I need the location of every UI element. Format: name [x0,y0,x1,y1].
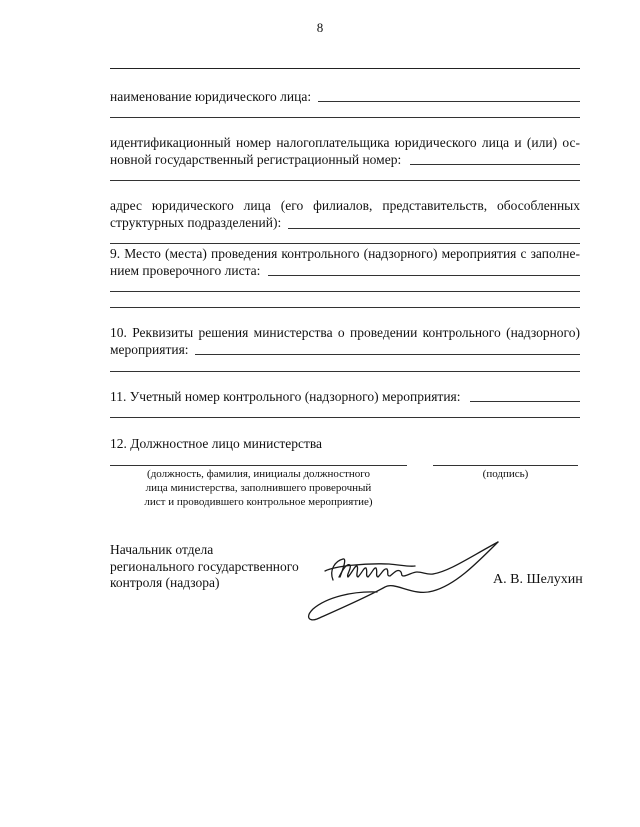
item10-field[interactable] [195,354,580,355]
item10-label-line1: 10. Реквизиты решения министерства о проведении контрольного (надзорного) [110,325,580,340]
item11-field[interactable] [470,401,580,402]
item9-field-line3[interactable] [110,307,580,308]
org-name-field[interactable] [318,101,580,102]
item9-field-line2[interactable] [110,291,580,292]
signer-title-line2: регионального государственного [110,558,299,574]
tax-id-field[interactable] [410,164,580,165]
address-field-continued[interactable] [110,243,580,244]
official-caption-line2: лица министерства, заполнившего проверочный [145,482,372,494]
item11-field-continued[interactable] [110,417,580,418]
top-rule [110,68,580,69]
address-label-line2: структурных подразделений): [110,215,282,230]
signer-title-line3: контроля (надзора) [110,575,220,590]
signer-name: А. В. Шелухин [493,572,583,587]
handwritten-signature-icon [305,535,515,625]
item9-label-line1: 9. Место (места) проведения контрольного (надзорного) мероприятия с заполне- [110,246,580,261]
official-caption-line3: лист и проводившего контрольное мероприятие) [144,496,373,508]
item10-field-continued[interactable] [110,371,580,372]
official-caption [110,467,407,509]
tax-id-label-line1: идентификационный номер налогоплательщика юридического лица и (или) ос- [110,135,580,150]
item12-label: 12. Должностное лицо министерства [110,436,323,451]
signer-title [110,542,299,592]
official-field[interactable] [110,465,407,466]
signer-title-line1: Начальник отдела [110,542,214,557]
address-field[interactable] [288,228,580,229]
item11-label: 11. Учетный номер контрольного (надзорного) мероприятия: [110,389,461,404]
org-name-field-continued[interactable] [110,117,580,118]
item9-label-line2: нием проверочного листа: [110,263,261,278]
page-number: 8 [316,20,324,35]
signature-caption: (подпись) [482,468,529,480]
address-label-line1: адрес юридического лица (его филиалов, представительств, обособленных [110,198,580,213]
signature-field[interactable] [433,465,578,466]
tax-id-field-continued[interactable] [110,180,580,181]
item9-field[interactable] [268,275,580,276]
official-caption-line1: (должность, фамилия, инициалы должностного [147,468,370,480]
tax-id-label-line2: новной государственный регистрационный номер: [110,152,402,167]
org-name-label: наименование юридического лица: [110,89,312,104]
item10-label-line2: мероприятия: [110,342,189,357]
